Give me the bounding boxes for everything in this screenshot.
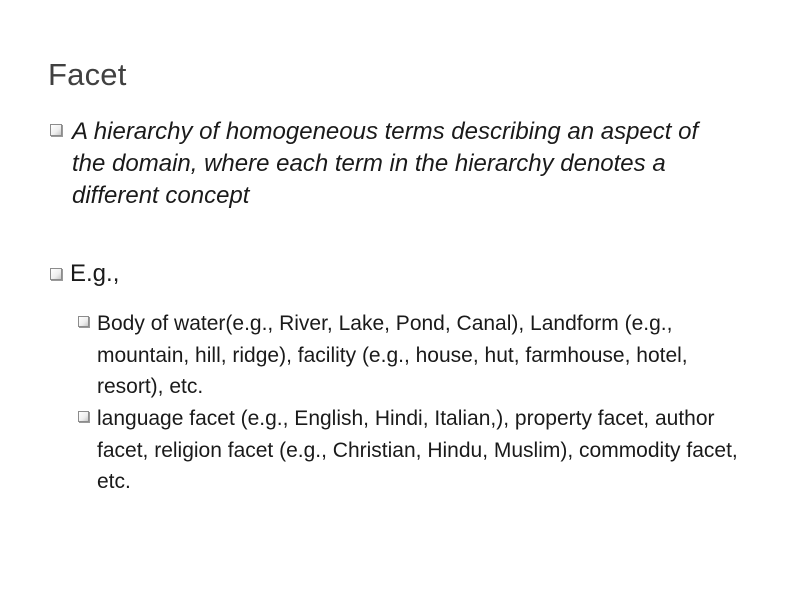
bullet-examples-text: E.g.,	[70, 260, 120, 287]
bullet-definition-text: A hierarchy of homogeneous terms describing an aspect of the domain, where each term in the hierarchy denotes a different concept	[72, 118, 699, 209]
square-bullet-icon	[78, 316, 89, 327]
sub-bullet-geographic-examples	[78, 308, 758, 403]
bullet-definition	[50, 116, 750, 212]
square-bullet-icon	[50, 268, 62, 280]
square-bullet-icon	[50, 124, 62, 136]
sub-bullet-other-facets	[78, 403, 758, 498]
sub-bullet-text: language facet (e.g., English, Hindi, Italian,), property facet, author facet, religion facet (e.g., Christian, Hindu, Muslim), commodity facet, etc.	[97, 407, 738, 493]
slide-title: Facet	[48, 57, 127, 92]
square-bullet-icon	[78, 411, 89, 422]
bullet-examples	[50, 258, 750, 290]
sub-bullet-text: Body of water(e.g., River, Lake, Pond, Canal), Landform (e.g., mountain, hill, ridge), facility (e.g., house, hut, farmhouse, hotel, resort), etc.	[97, 312, 688, 398]
